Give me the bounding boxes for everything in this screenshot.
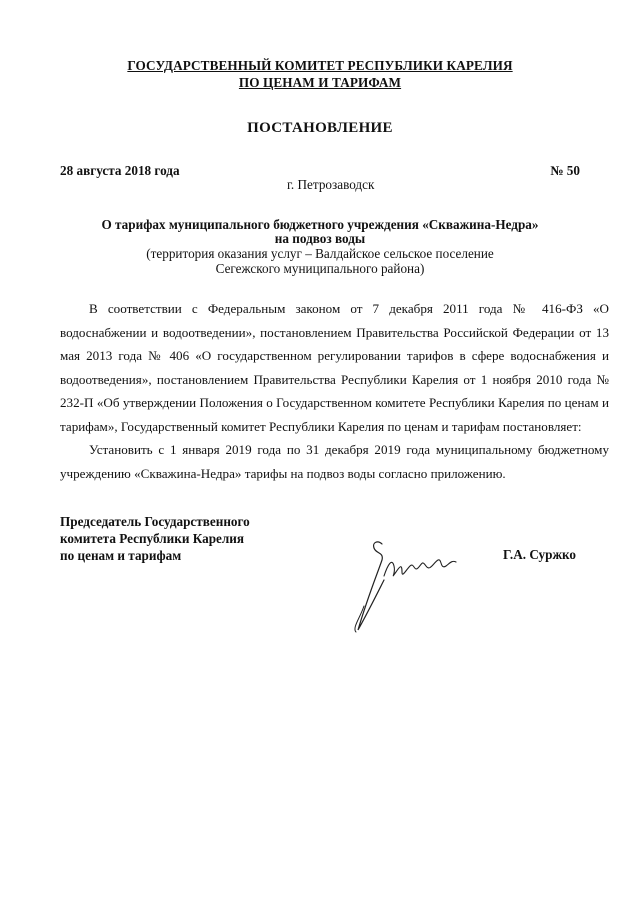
body-paragraph-1: В соответствии с Федеральным законом от 7 декабря 2011 года № 416-ФЗ «О водоснабжении и водоотведении», постановлением Правительства Российской Федерации от 13 мая 2013 года № 406 «О государственном регулировании тарифов в сфере водоснабжения и водоотведения», постановлением Правительства Республики Карелия от 1 ноября 2010 года № 232-П «Об утверждении Положения о Государственном комитете Республики Карелия по ценам и тарифам», Государственный комитет Республики Карелия по ценам и тарифам постановляет: [60, 301, 609, 434]
signatory-title-line-3: по ценам и тарифам [60, 548, 182, 563]
subject-line-4: Сегежского муниципального района) [215, 261, 425, 276]
document-number: № 50 [550, 163, 580, 178]
document-city: г. Петрозаводск [287, 177, 375, 192]
header-line-2: ПО ЦЕНАМ И ТАРИФАМ [238, 75, 402, 90]
subject-line-2: на подвоз воды [274, 231, 366, 246]
signatory-title [60, 513, 320, 564]
subject-line-3: (территория оказания услуг – Валдайское сельское поселение [146, 246, 494, 261]
signatory-name: Г.А. Суржко [503, 547, 577, 562]
document-date: 28 августа 2018 года [60, 163, 180, 178]
signatory-title-line-1: Председатель Государственного [60, 514, 250, 529]
body-paragraph-2: Установить с 1 января 2019 года по 31 декабря 2019 года муниципальному бюджетному учреждению «Скважина-Недра» тарифы на подвоз воды согласно приложению. [60, 442, 609, 481]
header-line-1: ГОСУДАРСТВЕННЫЙ КОМИТЕТ РЕСПУБЛИКИ КАРЕЛИЯ [127, 58, 513, 73]
subject-line-1: О тарифах муниципального бюджетного учреждения «Скважина-Недра» [101, 217, 539, 232]
signatory-title-line-2: комитета Республики Карелия [60, 531, 245, 546]
document-type-title: ПОСТАНОВЛЕНИЕ [247, 120, 393, 136]
handwritten-signature [338, 536, 468, 636]
